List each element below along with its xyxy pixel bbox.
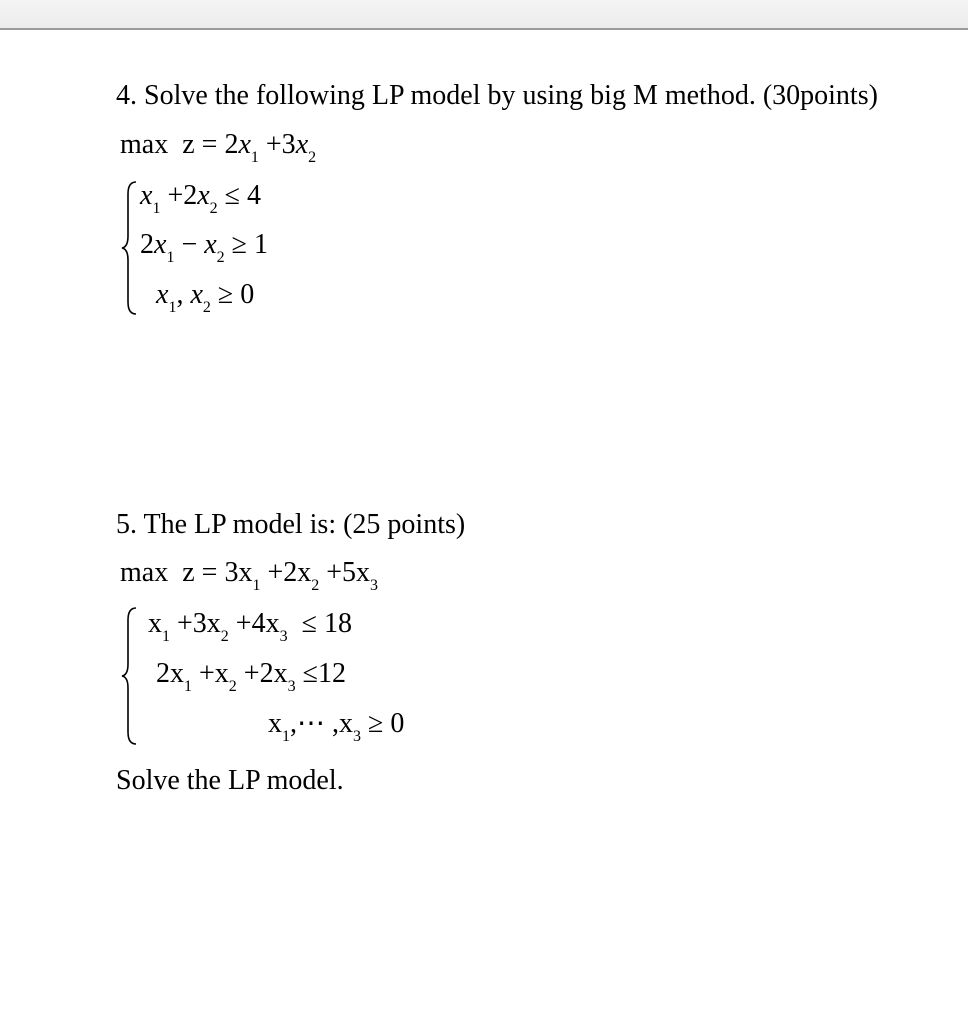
problem-5-constraint-2: $2x_1 +x_2 +2x_3 \le 12$ bbox=[156, 658, 346, 695]
problem-5-footer: Solve the LP model. bbox=[116, 765, 344, 796]
problem-5-objective: $\max z = 3x_1 +2x_2 +5x_3$ bbox=[120, 557, 379, 594]
problem-4-constraint-1: $x_1 +2x_2 \le 4$ bbox=[140, 180, 262, 217]
viewer-top-bar bbox=[0, 0, 968, 30]
problem-4-constraint-2: $2x_1 - x_2 \ge 1$ bbox=[140, 229, 269, 266]
problem-5-heading: 5. The LP model is: (25 points) bbox=[116, 509, 466, 540]
problem-4-objective: $\max z = 2x_1 +3x_2$ bbox=[120, 129, 317, 166]
problem-5-constraint-3: $x_1,\cdots$ $,x_3 \ge 0$ bbox=[268, 708, 405, 745]
problem-5-brace bbox=[120, 606, 138, 746]
problem-5-constraint-1: $x_1 +3x_2 +4x_3 \le 18$ bbox=[148, 608, 352, 645]
problem-4-brace bbox=[120, 180, 138, 316]
problem-4-heading: 4. Solve the following LP model by using big M method. (30points) bbox=[116, 80, 878, 111]
problem-4-constraint-3: $x_1$, $x_2 \ge 0$ bbox=[156, 279, 255, 316]
